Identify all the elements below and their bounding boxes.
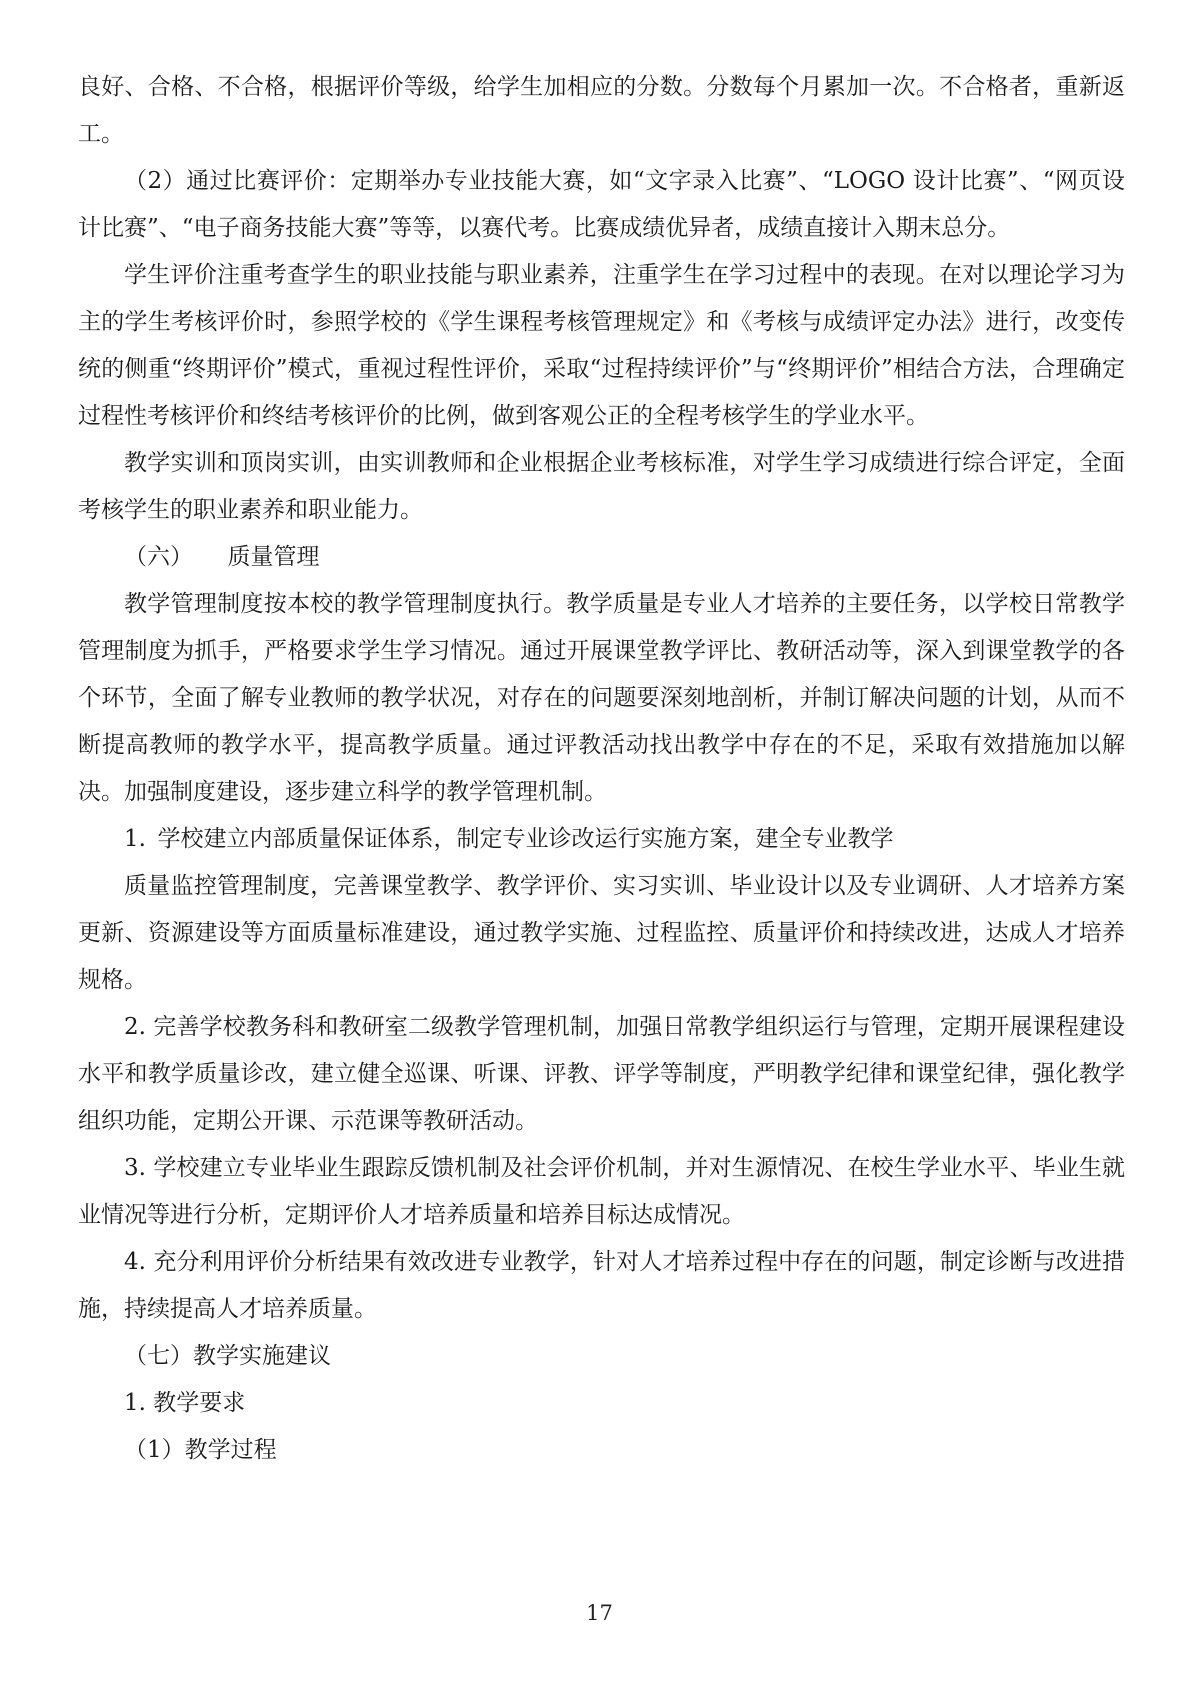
document-body bbox=[78, 64, 1125, 1474]
paragraph: （1）教学过程 bbox=[124, 1437, 277, 1463]
page-number: 17 bbox=[586, 1601, 613, 1625]
paragraph: （2）通过比赛评价：定期举办专业技能大赛，如“文字录入比赛”、“LOGO 设计比赛”、“网页设计比赛”、“电子商务技能大赛”等等，以赛代考。比赛成绩优异者，成绩直接计入期末总分。 bbox=[78, 168, 1125, 241]
paragraph: 教学实训和顶岗实训，由实训教师和企业根据企业考核标准，对学生学习成绩进行综合评定，全面考核学生的职业素养和职业能力。 bbox=[78, 450, 1125, 523]
paragraph: 良好、合格、不合格，根据评价等级，给学生加相应的分数。分数每个月累加一次。不合格者，重新返工。 bbox=[78, 74, 1125, 147]
paragraph: 1. 教学要求 bbox=[124, 1390, 246, 1416]
paragraph: 2. 完善学校教务科和教研室二级教学管理机制，加强日常教学组织运行与管理，定期开展课程建设水平和教学质量诊改，建立健全巡课、听课、评教、评学等制度，严明教学纪律和课堂纪律，强化教学组织功能，定期公开课、示范课等教研活动。 bbox=[78, 1014, 1125, 1134]
paragraph: （六） 质量管理 bbox=[124, 544, 320, 570]
paragraph: 质量监控管理制度，完善课堂教学、教学评价、实习实训、毕业设计以及专业调研、人才培养方案更新、资源建设等方面质量标准建设，通过教学实施、过程监控、质量评价和持续改进，达成人才培养规格。 bbox=[78, 873, 1125, 993]
paragraph: 学生评价注重考查学生的职业技能与职业素养，注重学生在学习过程中的表现。在对以理论学习为主的学生考核评价时，参照学校的《学生课程考核管理规定》和《考核与成绩评定办法》进行，改变传统的侧重“终期评价”模式，重视过程性评价，采取“过程持续评价”与“终期评价”相结合方法，合理确定过程性考核评价和终结考核评价的比例，做到客观公正的全程考核学生的学业水平。 bbox=[78, 262, 1125, 429]
paragraph: 3. 学校建立专业毕业生跟踪反馈机制及社会评价机制，并对生源情况、在校生学业水平、毕业生就业情况等进行分析，定期评价人才培养质量和培养目标达成情况。 bbox=[78, 1155, 1125, 1228]
paragraph: 1. 学校建立内部质量保证体系，制定专业诊改运行实施方案，建全专业教学 bbox=[124, 826, 894, 852]
paragraph: （七）教学实施建议 bbox=[124, 1343, 331, 1369]
paragraph: 教学管理制度按本校的教学管理制度执行。教学质量是专业人才培养的主要任务，以学校日常教学管理制度为抓手，严格要求学生学习情况。通过开展课堂教学评比、教研活动等，深入到课堂教学的各个环节，全面了解专业教师的教学状况，对存在的问题要深刻地剖析，并制订解决问题的计划，从而不断提高教师的教学水平，提高教学质量。通过评教活动找出教学中存在的不足，采取有效措施加以解决。加强制度建设，逐步建立科学的教学管理机制。 bbox=[78, 591, 1125, 805]
paragraph: 4. 充分利用评价分析结果有效改进专业教学，针对人才培养过程中存在的问题，制定诊断与改进措施，持续提高人才培养质量。 bbox=[78, 1249, 1125, 1322]
